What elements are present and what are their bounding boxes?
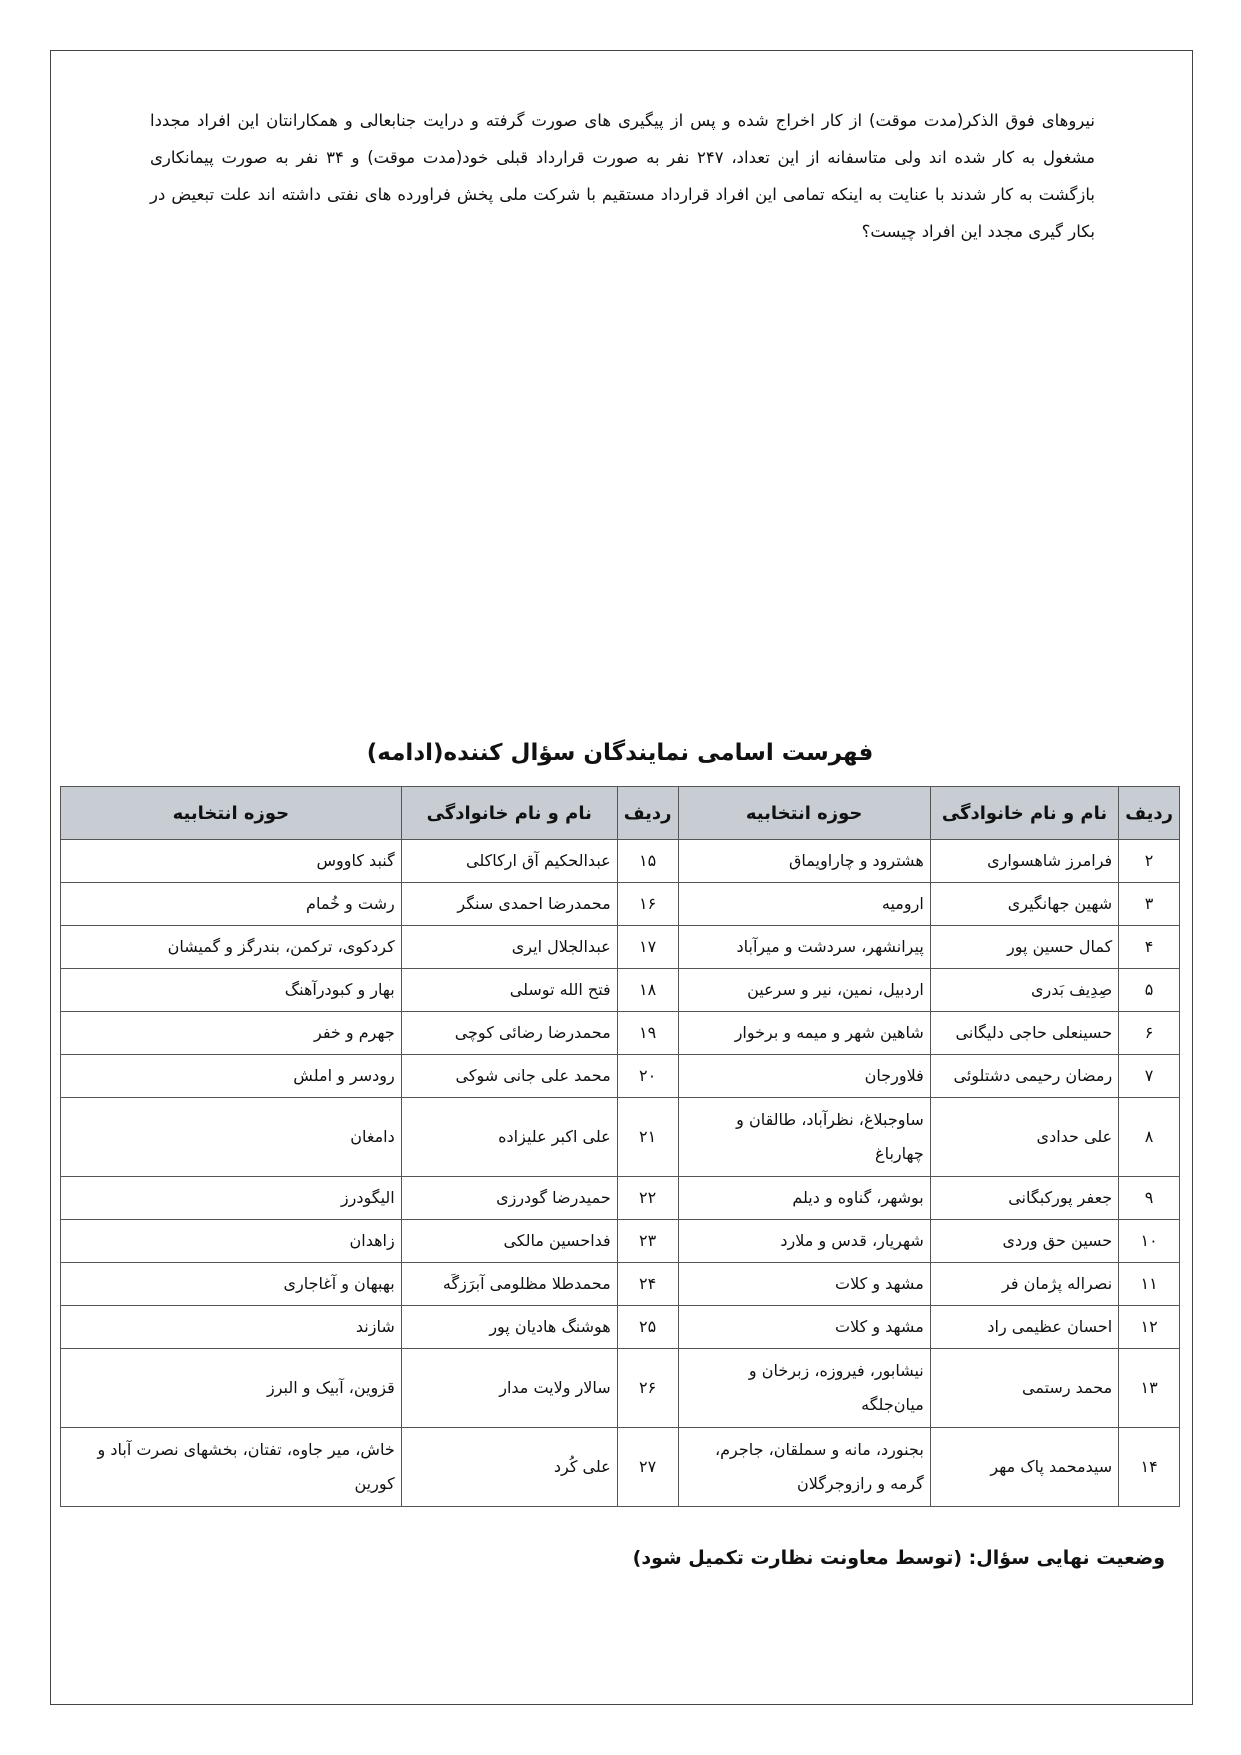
row-number: ۴ xyxy=(1119,926,1180,969)
rep-name: فرامرز شاهسواری xyxy=(930,840,1118,883)
rep-name: محمدرضا رضائی کوچی xyxy=(401,1012,617,1055)
table-header-row xyxy=(61,787,1180,840)
table-row xyxy=(61,926,1180,969)
rep-name: سیدمحمد پاک مهر xyxy=(930,1428,1118,1507)
table-title: فهرست اسامی نمایندگان سؤال کننده(ادامه) xyxy=(366,740,874,766)
rep-name: جعفر پورکبگانی xyxy=(930,1177,1118,1220)
rep-district: مشهد و کلات xyxy=(678,1306,930,1349)
rep-district: شازند xyxy=(61,1306,402,1349)
rep-district: رشت و خُمام xyxy=(61,883,402,926)
table-row xyxy=(61,1428,1180,1507)
rep-district: قزوین، آبیک و البرز xyxy=(61,1349,402,1428)
header-name: نام و نام خانوادگی xyxy=(401,787,617,840)
rep-name: فداحسین مالکی xyxy=(401,1220,617,1263)
rep-district: دامغان xyxy=(61,1098,402,1177)
row-number: ۲۶ xyxy=(617,1349,678,1428)
row-number: ۲۴ xyxy=(617,1263,678,1306)
row-number: ۱۹ xyxy=(617,1012,678,1055)
rep-name: حمیدرضا گودرزی xyxy=(401,1177,617,1220)
table-row xyxy=(61,1220,1180,1263)
rep-name: رمضان رحیمی دشتلوئی xyxy=(930,1055,1118,1098)
row-number: ۱۰ xyxy=(1119,1220,1180,1263)
rep-name: احسان عظیمی راد xyxy=(930,1306,1118,1349)
rep-name: سالار ولایت مدار xyxy=(401,1349,617,1428)
rep-district: زاهدان xyxy=(61,1220,402,1263)
rep-name: صِدِیف بَدری xyxy=(930,969,1118,1012)
row-number: ۳ xyxy=(1119,883,1180,926)
table-row xyxy=(61,1306,1180,1349)
row-number: ۲۵ xyxy=(617,1306,678,1349)
row-number: ۵ xyxy=(1119,969,1180,1012)
rep-district: فلاورجان xyxy=(678,1055,930,1098)
rep-name: فتح الله توسلی xyxy=(401,969,617,1012)
row-number: ۹ xyxy=(1119,1177,1180,1220)
rep-district: گنبد کاووس xyxy=(61,840,402,883)
rep-name: علی کُرد xyxy=(401,1428,617,1507)
row-number: ۲۰ xyxy=(617,1055,678,1098)
row-number: ۲۲ xyxy=(617,1177,678,1220)
row-number: ۲ xyxy=(1119,840,1180,883)
table-row xyxy=(61,1055,1180,1098)
rep-name: حسین حق وردی xyxy=(930,1220,1118,1263)
row-number: ۲۱ xyxy=(617,1098,678,1177)
row-number: ۸ xyxy=(1119,1098,1180,1177)
row-number: ۶ xyxy=(1119,1012,1180,1055)
rep-name: محمدرضا احمدی سنگر xyxy=(401,883,617,926)
rep-name: حسینعلی حاجی دلیگانی xyxy=(930,1012,1118,1055)
rep-district: ارومیه xyxy=(678,883,930,926)
rep-name: کمال حسین پور xyxy=(930,926,1118,969)
row-number: ۱۴ xyxy=(1119,1428,1180,1507)
rep-name: نصراله پژمان فر xyxy=(930,1263,1118,1306)
rep-district: نیشابور، فیروزه، زبرخان و میان‌جلگه xyxy=(678,1349,930,1428)
table-row xyxy=(61,1012,1180,1055)
rep-name: محمد علی جانی شوکی xyxy=(401,1055,617,1098)
table-row xyxy=(61,840,1180,883)
row-number: ۱۵ xyxy=(617,840,678,883)
rep-district: بوشهر، گناوه و دیلم xyxy=(678,1177,930,1220)
header-district: حوزه انتخابیه xyxy=(678,787,930,840)
row-number: ۱۳ xyxy=(1119,1349,1180,1428)
row-number: ۲۷ xyxy=(617,1428,678,1507)
rep-name: عبدالجلال ایری xyxy=(401,926,617,969)
final-status: وضعیت نهایی سؤال: (توسط معاونت نظارت تکمیل شود) xyxy=(632,1547,1165,1569)
rep-name: محمدطلا مظلومی آبرَزگَه xyxy=(401,1263,617,1306)
rep-district: خاش، میر جاوه، تفتان، بخشهای نصرت آباد و کورین xyxy=(61,1428,402,1507)
table-row xyxy=(61,883,1180,926)
row-number: ۱۶ xyxy=(617,883,678,926)
table-row xyxy=(61,1263,1180,1306)
rep-district: مشهد و کلات xyxy=(678,1263,930,1306)
rep-district: شهریار، قدس و ملارد xyxy=(678,1220,930,1263)
row-number: ۱۸ xyxy=(617,969,678,1012)
rep-district: الیگودرز xyxy=(61,1177,402,1220)
rep-district: جهرم و خفر xyxy=(61,1012,402,1055)
intro-paragraph: نیروهای فوق الذکر(مدت موقت) از کار اخراج شده و پس از پیگیری های صورت گرفته و درایت جنابعالی و همکارانتان این افراد مجددا مشغول به کار شده اند ولی متاسفانه از این تعداد، ۲۴۷ نفر به صورت قرارداد قبلی خود(مدت موقت) و ۳۴ نفر به صورت پیمانکاری بازگشت به کار شدند با عنایت به اینکه تمامی این افراد قرارداد مستقیم با شرکت ملی پخش فراورده های نفتی داشته اند علت تبعیض در بکار گیری مجدد این افراد چیست؟ xyxy=(150,111,1095,241)
rep-name: عبدالحکیم آق ارکاکلی xyxy=(401,840,617,883)
rep-name: هوشنگ هادیان پور xyxy=(401,1306,617,1349)
rep-district: بهبهان و آغاجاری xyxy=(61,1263,402,1306)
rep-district: کردکوی، ترکمن، بندرگز و گمیشان xyxy=(61,926,402,969)
header-row-num: ردیف xyxy=(617,787,678,840)
rep-name: محمد رستمی xyxy=(930,1349,1118,1428)
rep-district: بجنورد، مانه و سملقان، جاجرم، گرمه و رازوجرگلان xyxy=(678,1428,930,1507)
rep-district: شاهین شهر و میمه و برخوار xyxy=(678,1012,930,1055)
header-name: نام و نام خانوادگی xyxy=(930,787,1118,840)
rep-name: علی اکبر علیزاده xyxy=(401,1098,617,1177)
rep-name: علی حدادی xyxy=(930,1098,1118,1177)
rep-district: هشترود و چاراویماق xyxy=(678,840,930,883)
row-number: ۷ xyxy=(1119,1055,1180,1098)
rep-district: پیرانشهر، سردشت و میرآباد xyxy=(678,926,930,969)
rep-district: رودسر و املش xyxy=(61,1055,402,1098)
rep-name: شهین جهانگیری xyxy=(930,883,1118,926)
representatives-table xyxy=(60,786,1180,1507)
row-number: ۱۲ xyxy=(1119,1306,1180,1349)
table-row xyxy=(61,1177,1180,1220)
table-row xyxy=(61,1349,1180,1428)
header-district: حوزه انتخابیه xyxy=(61,787,402,840)
rep-district: اردبیل، نمین، نیر و سرعین xyxy=(678,969,930,1012)
row-number: ۲۳ xyxy=(617,1220,678,1263)
table-row xyxy=(61,1098,1180,1177)
table-row xyxy=(61,969,1180,1012)
rep-district: ساوجبلاغ، نظرآباد، طالقان و چهارباغ xyxy=(678,1098,930,1177)
row-number: ۱۱ xyxy=(1119,1263,1180,1306)
row-number: ۱۷ xyxy=(617,926,678,969)
header-row-num: ردیف xyxy=(1119,787,1180,840)
rep-district: بهار و کبودرآهنگ xyxy=(61,969,402,1012)
